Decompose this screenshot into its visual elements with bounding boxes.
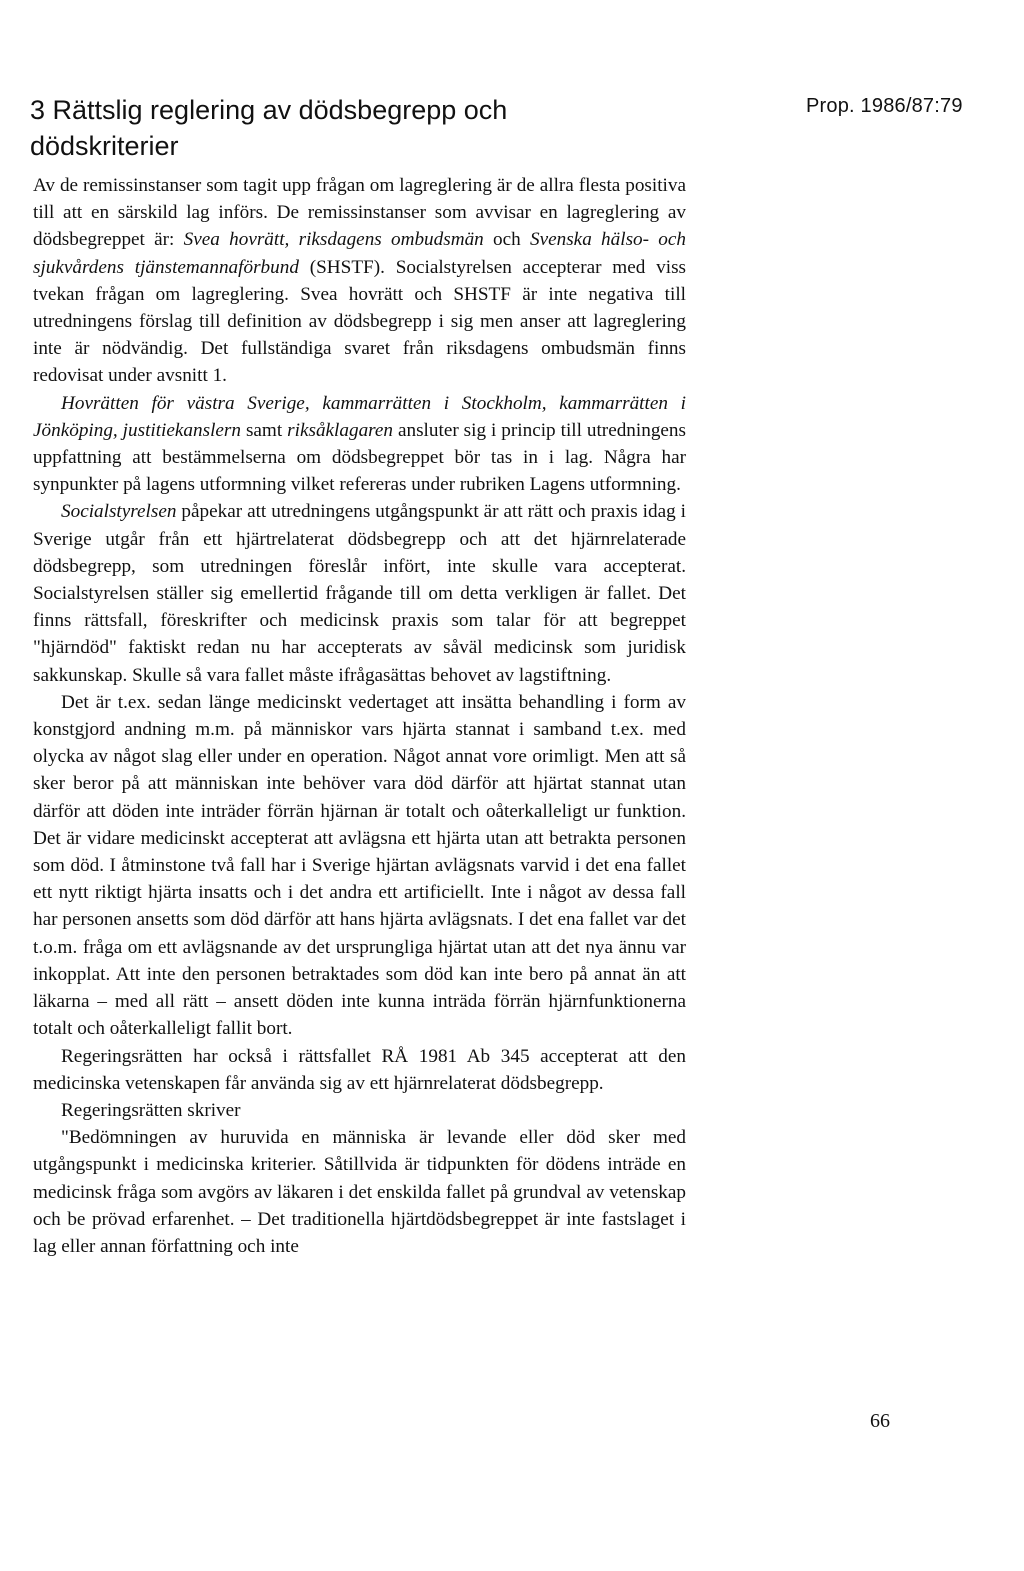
italic-text-segment: riksåklagaren [287, 419, 394, 441]
italic-text-segment: Svenska hälso- och sjukvårdens tjänstemannaförbund [33, 229, 686, 278]
text-segment: ansluter sig i princip till utredningens uppfattning att bestämmelserna om dödsbegreppet bör tas in i lag. Några har synpunkter på lagens utformning vilket refereras under rubriken Lagens utformning. [33, 419, 686, 496]
body-paragraph [33, 390, 686, 499]
italic-text-segment: Hovrätten för västra Sverige, kammarrätten i Stockholm, kammarrätten i Jönköping, justitiekanslern [33, 392, 686, 441]
text-segment: Det är t.ex. sedan länge medicinskt vedertaget att insätta behandling i form av konstgjord andning m.m. på människor vars hjärta stannat i samband t.ex. med olycka av något slag eller under en operation. Något annat vore orimligt. Men att så sker beror på att människan inte behöver vara död därför att hjärtat stannat utan därför att döden inte inträder förrän hjärnan är totalt och oåterkalleligt ur funktion. Det är vidare medicinskt accepterat att avlägsna ett hjärta utan att betrakta personen som död. I åtminstone två fall har i Sverige hjärtan avlägsnats varvid i det ena fallet ett nytt riktigt hjärta insatts och i det andra ett artificiellt. Inte i något av dessa fall har personen ansetts som död därför att hans hjärta avlägsnats. I det ena fallet var det t.o.m. fråga om ett avlägsnande av det ursprungliga hjärtat utan att det nya ännu var inkopplat. Att inte den personen betraktades som död kan inte bero på annat än att läkarna – med all rätt – ansett döden inte kunna inträda förrän hjärnfunktionerna totalt och oåterkalleligt fallit bort. [33, 691, 686, 1040]
body-paragraph [33, 498, 686, 688]
text-segment: Av de remissinstanser som tagit upp frågan om lagreglering är de allra flesta positiva till att en särskild lag införs. De remissinstanser som avvisar en lagreglering av dödsbegreppet är: [33, 175, 686, 251]
text-segment: Regeringsrätten har också i rättsfallet RÅ 1981 Ab 345 accepterat att den medicinska vetenskapen får använda sig av ett hjärnrelaterat dödsbegrepp. [33, 1045, 686, 1094]
body-paragraph [33, 1043, 686, 1097]
page-number: 66 [870, 1410, 890, 1432]
body-paragraph [33, 1124, 686, 1260]
text-segment: och [483, 229, 530, 251]
chapter-title: 3 Rättslig reglering av dödsbegrepp och dödskriterier [30, 95, 508, 161]
body-paragraph [33, 689, 686, 1043]
text-segment: samt [241, 419, 288, 441]
italic-text-segment: Socialstyrelsen [61, 501, 177, 523]
text-segment: Regeringsrätten skriver [61, 1099, 241, 1121]
italic-text-segment: Svea hovrätt, riksdagens ombudsmän [183, 229, 484, 251]
body-paragraph [33, 172, 686, 390]
text-segment: påpekar att utredningens utgångspunkt är att rätt och praxis idag i Sverige utgår från ett hjärtrelaterat dödsbegrepp och att det hjärnrelaterade dödsbegrepp, som utredningen föreslår infört, inte skulle vara accepterat. Socialstyrelsen ställer sig emellertid frågande till om detta verkligen är fallet. Det finns rättsfall, föreskrifter och medicinsk praxis som talar för att begreppet "hjärndöd" faktiskt redan nu har accepterats av såväl medicinsk som juridisk sakkunskap. Skulle så vara fallet måste ifrågasättas behovet av lagstiftning. [33, 501, 686, 686]
text-segment: "Bedömningen av huruvida en människa är levande eller död sker med utgångspunkt i medicinska kriterier. Såtillvida är tidpunkten för dödens inträde en medicinsk fråga som avgörs av läkaren i det enskilda fallet på grundval av vetenskap och be prövad erfarenhet. – Det traditionella hjärtdödsbegreppet är inte fastslaget i lag eller annan författning och inte [33, 1127, 686, 1257]
proposition-reference: Prop. 1986/87:79 [806, 95, 963, 117]
body-paragraph [33, 1097, 686, 1124]
text-segment: (SHSTF). Socialstyrelsen accepterar med viss tvekan frågan om lagreglering. Svea hovrätt och SHSTF är inte negativa till utredningens förslag till definition av dödsbegrepp i sig men anser att lagreglering inte är nödvändig. Det fullständiga svaret från riksdagens ombudsmän finns redovisat under avsnitt 1. [33, 256, 686, 387]
body-text [33, 172, 686, 1260]
